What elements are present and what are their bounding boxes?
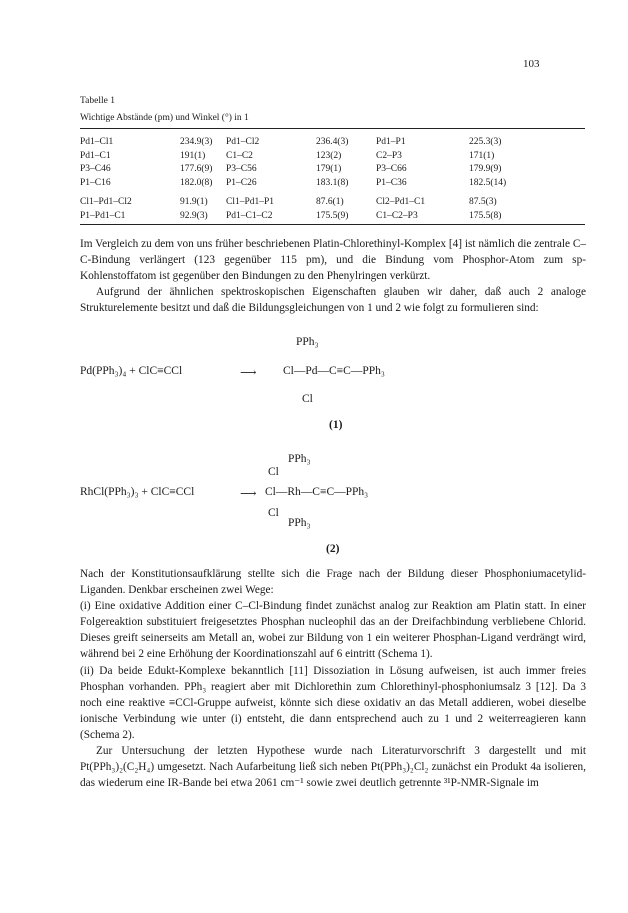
eq1-bottom-ligand: Cl [302,393,313,405]
table-cell: P1–Pd1–C1 [80,210,126,221]
eq2-reactants: RhCl(PPh₃)₃ + ClC≡CCl [80,486,195,498]
table-cell: 171(1) [469,150,495,161]
table-cell: C1–C2 [226,150,253,161]
eq1-complex: Cl—Pd—C≡C—PPh₃ [283,365,385,377]
body-text-block-1 [80,236,586,316]
table-cell: 87.6(1) [316,197,344,207]
table-cell: 179.9(9) [469,164,502,174]
table-cell: Cl1–Pd1–P1 [226,197,275,207]
table-cell: 123(2) [316,150,342,161]
eq2-label: (2) [326,543,340,555]
table-cell: 182.0(8) [180,177,213,188]
table-cell: P1–C16 [80,177,111,188]
eq2-bottom-ligand: PPh₃ [288,517,311,529]
table-cell: 236.4(3) [316,137,349,147]
table-cell: 183.1(8) [316,177,349,188]
table-cell: Cl2–Pd1–C1 [376,197,426,207]
table-cell: C2–P3 [376,150,402,161]
eq1-label: (1) [329,419,343,431]
eq2-top-ligand: PPh₃ [288,453,311,465]
table-cell: 225.3(3) [469,137,502,147]
table-cell: C1–C2–P3 [376,210,418,221]
table-cell: P3–C66 [376,164,407,174]
page-number: 103 [523,58,540,70]
table-cell: 182.5(14) [469,177,507,188]
table-cell: 87.5(3) [469,197,497,207]
table-cell: 175.5(9) [316,210,349,221]
table-cell: 175.5(8) [469,210,502,221]
table-cell: Pd1–Cl1 [80,137,114,147]
eq2-complex: Cl—Rh—C≡C—PPh₃ [265,486,369,498]
table-cell: P1–C26 [226,177,257,188]
paragraph: Aufgrund der ähnlichen spektroskopischen Eigenschaften glauben wir daher, daß auch 2 analoge Strukturelemente besitzt und daß die Bildungsgleichungen von 1 und 2 wie folgt zu formulieren sind: [80,286,586,315]
table-cell: 191(1) [180,150,206,161]
table-cell: P1–C36 [376,177,407,188]
eq1-arrow: ⟶ [240,367,257,379]
table-cell: P3–C46 [80,164,111,174]
table-cell: 177.6(9) [180,164,213,174]
eq1-top-ligand: PPh₃ [296,336,319,348]
eq2-arrow: ⟶ [240,488,257,500]
table-cell: 179(1) [316,164,342,174]
table-cell: Pd1–Cl2 [226,137,260,147]
paragraph: Im Vergleich zu dem von uns früher beschriebenen Platin-Chlorethinyl-Komplex [4] ist nämlich die zentrale C–C-Bindung verlängert (123 gegenüber 115 pm), und die Bindung vom Phosphor-Atom zum sp-Kohlenstoffatom ist gegenüber den Bindungen zu den Phenylringen verkürzt. [80,238,586,283]
table-bottom-rule [80,224,585,225]
table-title: Tabelle 1 [80,96,115,106]
table-cell: 92.9(3) [180,210,208,221]
paragraph: Zur Untersuchung der letzten Hypothese wurde nach Literaturvorschrift 3 dargestellt und mit Pt(PPh₃)₂(C₂H₄) umgesetzt. Nach Aufarbeitung ließ sich neben Pt(PPh₃)₂Cl₂ zunächst ein Produkt 4a isolieren, das wiederum eine IR-Bande bei etwa 2061 cm⁻¹ sowie zwei deutlich getrennte ³¹P-NMR-Signale im [80,745,586,790]
table-caption: Wichtige Abstände (pm) und Winkel (°) in 1 [80,113,249,123]
eq2-bottom-left-ligand: Cl [268,507,279,519]
table-cell: 234.9(3) [180,137,213,147]
paragraph: Nach der Konstitutionsaufklärung stellte sich die Frage nach der Bildung dieser Phosphoniumacetylid-Liganden. Denkbar erscheinen zwei Wege: [80,568,586,597]
body-text-block-2 [80,566,586,791]
paragraph: (i) Eine oxidative Addition einer C–Cl-Bindung findet zunächst analog zur Reaktion am Platin statt. In einer Folgereaktion substituiert freigesetztes Phosphan nucleophil das an der Dreifachbindung verbliebene Chlorid. Dieses greift seinerseits am Metall an, wobei zur Bildung von 1 ein weiterer Phosphan-Ligand verdrängt wird, während bei 2 eine Erhöhung der Koordinationszahl auf 6 eintritt (Schema 1). [80,600,586,661]
paragraph: (ii) Da beide Edukt-Komplexe bekanntlich [11] Dissoziation in Lösung aufweisen, ist auch immer freies Phosphan vorhanden. PPh₃ reagiert aber mit Dichlorethin zum Chlorethinyl-phosphoniumsalz 3 [12]. Da 3 noch eine reaktive ≡CCl-Gruppe aufweist, könnte sich diese oxidativ an das Metall addieren, wobei dieselbe ionische Verbindung wie unter (i) entsteht, die dann entsprechend auch zu 1 und 2 weiterreagieren kann (Schema 2). [80,664,586,741]
table-cell: 91.9(1) [180,197,208,207]
table-cell: P3–C56 [226,164,257,174]
table-cell: Pd1–C1–C2 [226,210,273,221]
table-top-rule [80,128,585,129]
eq1-reactants: Pd(PPh₃)₄ + ClC≡CCl [80,365,183,377]
table-cell: Pd1–C1 [80,150,111,161]
table-cell: Cl1–Pd1–Cl2 [80,197,132,207]
table-cell: Pd1–P1 [376,137,406,147]
eq2-top-left-ligand: Cl [268,466,279,478]
